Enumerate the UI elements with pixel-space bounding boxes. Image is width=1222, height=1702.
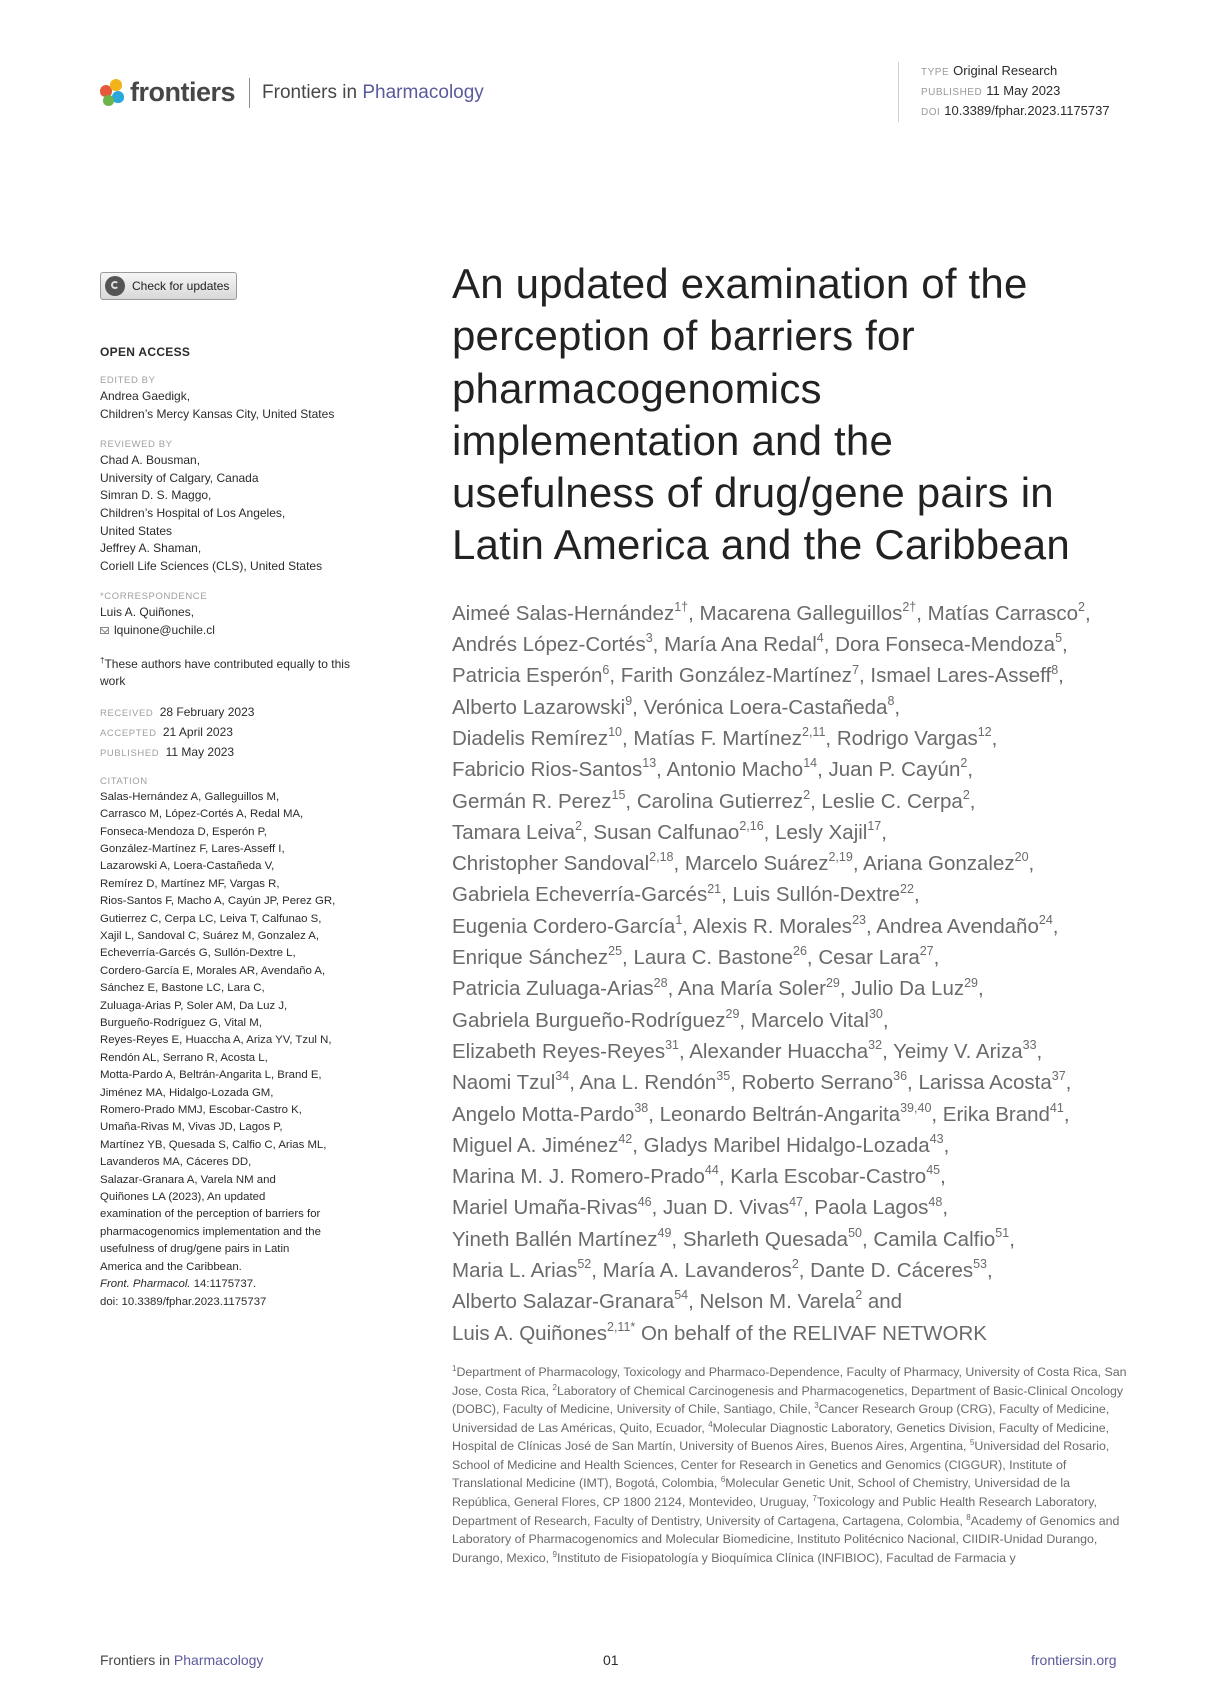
author-name[interactable]: Eugenia Cordero-García — [452, 914, 676, 938]
author-line: Gabriela Burgueño-Rodríguez$^{29}$, Marcelo Vital$^{30}$, — [452, 1006, 889, 1032]
author-name[interactable]: Paola Lagos — [814, 1196, 929, 1220]
journal-title: Frontiers in Pharmacology — [262, 81, 484, 103]
author-line: Patricia Esperón$^6$, Farith González-Martínez$^7$, Ismael Lares-Asseff$^8$, — [452, 662, 1064, 688]
affiliation-ref[interactable]: 29 — [964, 975, 978, 990]
affiliation-ref[interactable]: 43 — [929, 1132, 944, 1146]
edited-by-label: EDITED BY — [100, 375, 156, 386]
author-name[interactable]: Luis A. Quiñones — [452, 1321, 607, 1345]
citation-line: Zuluaga-Arias P, Soler AM, Da Luz J, — [100, 999, 288, 1012]
author-line: Germán R. Perez$^{15}$, Carolina Gutierrez$^2$, Leslie C. Cerpa$^2$, — [452, 787, 976, 813]
author-name[interactable]: Yeimy V. Ariza — [893, 1039, 1023, 1063]
affiliation-ref[interactable]: 7 — [852, 662, 860, 677]
author-name[interactable]: Matías F. Martínez — [633, 726, 802, 750]
citation-line: Umaña-Rivas M, Vivas JD, Lagos P, — [100, 1121, 283, 1134]
author-name[interactable]: Ana L. Rendón — [579, 1071, 717, 1095]
author-name[interactable]: Elizabeth Reyes-Reyes — [452, 1039, 666, 1063]
affiliation-ref[interactable]: 30 — [868, 1006, 883, 1021]
title-line: pharmacogenomics — [452, 364, 822, 412]
title-line: usefulness of drug/gene pairs in — [452, 469, 1054, 517]
author-name[interactable]: Marcelo Vital — [750, 1008, 869, 1032]
citation-line: Jiménez MA, Hidalgo-Lozada GM, — [100, 1086, 274, 1099]
author-name[interactable]: Camila Calfio — [873, 1227, 996, 1251]
publisher-name: frontiers — [130, 77, 236, 107]
affiliation-ref[interactable]: 17 — [867, 819, 882, 834]
author-name[interactable]: Rodrigo Vargas — [836, 726, 978, 750]
author-name[interactable]: Gladys Maribel Hidalgo-Lozada — [643, 1133, 930, 1157]
citation-line: Martínez YB, Quesada S, Calfio C, Arias ML, — [100, 1138, 327, 1151]
affiliation-ref[interactable]: 53 — [973, 1257, 988, 1272]
citation-line: Salas-Hernández A, Galleguillos M, — [100, 790, 280, 803]
author-name[interactable]: Ana María Soler — [677, 977, 826, 1001]
author-name[interactable]: Leslie C. Cerpa — [821, 789, 963, 813]
affiliation-ref[interactable]: 33 — [1022, 1038, 1037, 1053]
affiliation-ref[interactable]: 2,11 — [802, 725, 826, 740]
reviewer-line: Children’s Hospital of Los Angeles, — [100, 505, 286, 520]
author-name[interactable]: Ariana Gonzalez — [863, 852, 1015, 876]
accepted-date: ACCEPTED 21 April 2023 — [100, 724, 233, 739]
affiliation-ref[interactable]: 25 — [608, 944, 623, 959]
citation-label: CITATION — [100, 775, 148, 787]
affiliation-ref[interactable]: 2† — [902, 599, 917, 614]
citation-line: Motta-Pardo A, Beltrán-Angarita L, Brand E, — [100, 1069, 322, 1082]
author-line: Maria L. Arias$^{52}$, María A. Lavanderos$^2$, Dante D. Cáceres$^{53}$, — [452, 1257, 993, 1283]
affiliation-ref[interactable]: 13 — [642, 756, 657, 771]
editor-line: Children’s Mercy Kansas City, United States — [100, 406, 335, 421]
open-access-label: OPEN ACCESS — [100, 345, 191, 359]
affiliation-ref[interactable]: 44 — [704, 1163, 719, 1178]
author-name[interactable]: Angelo Motta-Pardo — [452, 1102, 635, 1126]
affiliation-ref[interactable]: 2 — [962, 787, 970, 802]
author-name[interactable]: Germán R. Perez — [452, 789, 612, 813]
affiliation-ref[interactable]: 46 — [637, 1194, 652, 1209]
author-name[interactable]: Fabricio Rios-Santos — [452, 758, 643, 782]
page-number: 01 — [603, 1652, 619, 1668]
author-line: Marina M. J. Romero-Prado$^{44}$, Karla Escobar-Castro$^{45}$, — [452, 1163, 946, 1189]
published-date: PUBLISHED 11 May 2023 — [100, 744, 235, 759]
citation-line: America and the Caribbean. — [100, 1260, 242, 1273]
affiliation-number: 3 — [814, 1400, 819, 1410]
affiliation-ref[interactable]: 15 — [611, 787, 626, 802]
affiliation-ref[interactable]: 10 — [608, 725, 622, 740]
author-line: Aimeé Salas-Hernández$^{1\dagger}$, Macarena Galleguillos$^{2\dagger}$, Matías Carrasco$^2$, — [452, 599, 1091, 625]
author-name[interactable]: Alberto Lazarowski — [452, 695, 626, 719]
refresh-icon — [105, 276, 125, 296]
author-name[interactable]: Juan P. Cayún — [828, 758, 961, 782]
author-name[interactable]: Leonardo Beltrán-Angarita — [659, 1102, 901, 1126]
affiliation-ref[interactable]: 49 — [657, 1225, 672, 1240]
author-line: Enrique Sánchez$^{25}$, Laura C. Bastone$^{26}$, Cesar Lara$^{27}$, — [452, 944, 940, 970]
reviewer-line: Chad A. Bousman, — [100, 453, 201, 468]
affiliation-ref[interactable]: 47 — [789, 1194, 804, 1209]
affiliation-text: Molecular Diagnostic Laboratory, Genetics Division, Faculty of Medicine, Hospital de Clínicas José de San Martín, University of Buenos Aires, Buenos Aires, Argentina, — [452, 1420, 1110, 1454]
affiliation-number: 2 — [552, 1382, 557, 1392]
author-name[interactable]: Juan D. Vivas — [663, 1196, 790, 1220]
affiliation-text: Academy of Genomics and Laboratory of Pharmacogenomics and Molecular Biomedicine, Instituto Politécnico Nacional, CIIDIR-Unidad Durango, Durango, Mexico, — [452, 1513, 1120, 1565]
check-for-updates-button[interactable]: Check for updates — [100, 272, 237, 300]
affiliation-ref[interactable]: 6 — [602, 662, 610, 677]
title-line: An updated examination of the — [452, 260, 1028, 307]
author-name[interactable]: Yineth Ballén Martínez — [452, 1227, 658, 1251]
affiliation-ref[interactable]: 23 — [852, 912, 866, 927]
author-name[interactable]: Farith González-Martínez — [620, 664, 853, 688]
article-main — [452, 258, 1132, 1567]
affiliation-ref[interactable]: 2,19 — [828, 850, 853, 865]
author-name[interactable]: Antonio Macho — [666, 758, 804, 782]
citation-line: Burgueño-Rodríguez G, Vital M, — [100, 1017, 262, 1029]
citation-line: examination of the perception of barriers for — [100, 1208, 321, 1221]
author-line: Luis A. Quiñones$^{2,11*}$ On behalf of the RELIVAF NETWORK — [452, 1319, 987, 1345]
author-name[interactable]: María A. Lavanderos — [602, 1259, 792, 1283]
author-name[interactable]: Tamara Leiva — [452, 820, 576, 844]
author-name[interactable]: Andrés López-Cortés — [452, 633, 646, 657]
affiliation-ref[interactable]: 2 — [791, 1257, 799, 1272]
citation-line: Gutierrez C, Cerpa LC, Leiva T, Calfunao S, — [100, 912, 322, 925]
author-line: Alberto Salazar-Granara$^{54}$, Nelson M. Varela$^2$ and — [452, 1288, 903, 1314]
affiliation-ref[interactable]: 26 — [793, 944, 807, 959]
article-published: PUBLISHED 11 May 2023 — [921, 83, 1061, 98]
citation-line: Rios-Santos F, Macho A, Cayún JP, Perez GR, — [100, 895, 336, 908]
affiliation-ref[interactable]: 2,16 — [739, 819, 764, 834]
affiliation-ref[interactable]: 36 — [893, 1069, 908, 1084]
citation-line: Quiñones LA (2023), An updated — [100, 1191, 266, 1204]
citation-line: Romero-Prado MMJ, Escobar-Castro K, — [100, 1104, 302, 1117]
author-name[interactable]: Diadelis Remírez — [452, 726, 609, 750]
citation-line: Reyes-Reyes E, Huaccha A, Ariza YV, Tzul N, — [100, 1034, 332, 1047]
frontiers-logo-icon — [100, 79, 126, 107]
affiliation-ref[interactable]: 32 — [868, 1038, 883, 1053]
affiliation-text: Department of Pharmacology, Toxicology and Pharmaco-Dependence, Faculty of Pharmacy, University of Costa Rica, San Jose, Costa Rica, — [452, 1364, 1127, 1398]
author-line: Elizabeth Reyes-Reyes$^{31}$, Alexander Huaccha$^{32}$, Yeimy V. Ariza$^{33}$, — [452, 1038, 1043, 1063]
affiliation-ref[interactable]: 28 — [653, 975, 668, 990]
citation-volume: 14:1175737. — [193, 1278, 257, 1291]
affiliation-ref[interactable]: 35 — [716, 1069, 731, 1084]
received-date: RECEIVED 28 February 2023 — [100, 704, 255, 719]
author-name[interactable]: Gabriela Burgueño-Rodríguez — [452, 1008, 726, 1032]
author-name[interactable]: María Ana Redal — [664, 633, 817, 657]
sidebar — [100, 272, 370, 1311]
affiliation-number: 6 — [720, 1475, 726, 1485]
affiliation-ref[interactable]: 5 — [1055, 631, 1063, 646]
citation-line: Rendón AL, Serrano R, Acosta L, — [100, 1051, 268, 1064]
author-name[interactable]: Erika Brand — [942, 1102, 1050, 1126]
author-name[interactable]: Cesar Lara — [818, 946, 920, 970]
citation-line: Cordero-García E, Morales AR, Avendaño A, — [100, 964, 326, 977]
reviewed-by — [100, 452, 370, 575]
affiliation-ref[interactable]: 12 — [977, 725, 992, 740]
citation-line: Carrasco M, López-Cortés A, Redal MA, — [100, 808, 304, 821]
author-name[interactable]: Patricia Zuluaga-Arias — [452, 977, 654, 1001]
affiliation-ref[interactable]: 29 — [825, 975, 840, 990]
author-name[interactable]: Luis Sullón-Dextre — [732, 883, 901, 907]
reviewer-line: Jeffrey A. Shaman, — [100, 541, 202, 556]
affiliation-number: 1 — [452, 1363, 457, 1373]
author-name[interactable]: Naomi Tzul — [452, 1071, 556, 1095]
author-name[interactable]: Laura C. Bastone — [633, 946, 793, 970]
author-name[interactable]: Dora Fonseca-Mendoza — [835, 633, 1056, 657]
citation-line: González-Martínez F, Lares-Asseff I, — [100, 842, 285, 855]
affiliation-ref[interactable]: 2 — [575, 819, 583, 834]
affiliation-ref[interactable]: 31 — [665, 1038, 679, 1053]
author-name[interactable]: Nelson M. Varela — [699, 1290, 856, 1314]
author-line: Angelo Motta-Pardo$^{38}$, Leonardo Beltrán-Angarita$^{39,40}$, Erika Brand$^{41}$, — [452, 1100, 1070, 1126]
author-line: Naomi Tzul$^{34}$, Ana L. Rendón$^{35}$, Roberto Serrano$^{36}$, Larissa Acosta$^{37}$, — [452, 1069, 1072, 1095]
citation-line: Echeverría-Garcés G, Sullón-Dextre L, — [100, 947, 296, 960]
author-name[interactable]: Gabriela Echeverría-Garcés — [452, 883, 708, 907]
author-line: Gabriela Echeverría-Garcés$^{21}$, Luis Sullón-Dextre$^{22}$, — [452, 881, 920, 907]
affiliation-ref[interactable]: 2 — [960, 756, 968, 771]
author-line: Alberto Lazarowski$^9$, Verónica Loera-Castañeda$^8$, — [452, 693, 901, 719]
affiliation-text: Instituto de Fisiopatología y Bioquímica Clínica (INFIBIOC), Facultad de Farmacia y — [557, 1550, 1016, 1565]
footer-site-link[interactable]: frontiersin.org — [1031, 1652, 1117, 1668]
author-name[interactable]: Dante D. Cáceres — [810, 1259, 974, 1283]
author-name[interactable]: Roberto Serrano — [741, 1071, 894, 1095]
affiliation-ref[interactable]: 1† — [674, 599, 689, 614]
author-name[interactable]: Enrique Sánchez — [452, 946, 609, 970]
affiliation-ref[interactable]: 20 — [1014, 850, 1029, 865]
article-type: TYPE Original Research — [921, 63, 1058, 78]
affiliation-text: Laboratory of Chemical Carcinogenesis and Pharmacogenetics, Department of Basic-Clinical Oncology (DOBC), Faculty of Medicine, University of Chile, Santiago, Chile, — [452, 1383, 1124, 1417]
affiliation-ref[interactable]: 54 — [674, 1288, 689, 1303]
affiliation-ref[interactable]: 39,40 — [900, 1100, 932, 1115]
journal-header — [100, 77, 484, 108]
affiliation-ref[interactable]: 21 — [707, 881, 722, 896]
affiliation-ref[interactable]: 51 — [995, 1225, 1010, 1240]
reviewer-line: Coriell Life Sciences (CLS), United States — [100, 558, 323, 573]
affiliation-number: 4 — [708, 1419, 713, 1429]
citation-journal: Front. Pharmacol. — [100, 1278, 191, 1291]
affiliation-ref[interactable]: 2 — [855, 1288, 863, 1303]
reviewed-by-label: REVIEWED BY — [100, 439, 173, 451]
author-name[interactable]: Alexis R. Morales — [692, 914, 853, 938]
author-name[interactable]: Alexander Huaccha — [689, 1039, 869, 1063]
author-line: Mariel Umaña-Rivas$^{46}$, Juan D. Vivas$^{47}$, Paola Lagos$^{48}$, — [452, 1194, 949, 1220]
affiliation-ref[interactable]: 9 — [625, 693, 633, 708]
affiliation-ref[interactable]: 2 — [803, 787, 811, 802]
author-name[interactable]: Susan Calfunao — [593, 820, 740, 844]
affiliation-ref[interactable]: 50 — [848, 1225, 862, 1240]
author-name[interactable]: Carolina Gutierrez — [636, 789, 804, 813]
title-line: implementation and the — [452, 416, 894, 464]
author-name[interactable]: Larissa Acosta — [918, 1071, 1052, 1095]
author-name[interactable]: Maria L. Arias — [452, 1259, 578, 1283]
affiliation-ref[interactable]: 48 — [928, 1194, 943, 1209]
affiliation-ref[interactable]: 2,11* — [607, 1319, 636, 1334]
author-name[interactable]: Verónica Loera-Castañeda — [643, 695, 888, 719]
reviewer-line: Simran D. S. Maggo, — [100, 488, 212, 503]
author-name[interactable]: Andrea Avendaño — [876, 914, 1039, 938]
editor-line: Andrea Gaedigk, — [100, 389, 191, 403]
affiliation-number: 5 — [969, 1438, 975, 1448]
citation-line: usefulness of drug/gene pairs in Latin — [100, 1243, 290, 1256]
author-name[interactable]: Marina M. J. Romero-Prado — [452, 1165, 705, 1189]
author-line: Tamara Leiva$^2$, Susan Calfunao$^{2,16}$, Lesly Xajil$^{17}$, — [452, 819, 887, 844]
title-line: Latin America and the Caribbean — [452, 521, 1070, 569]
correspondence-email[interactable]: lquinone@uchile.cl — [100, 622, 370, 640]
article-dates — [100, 703, 370, 763]
author-name[interactable]: Christopher Sandoval — [452, 852, 650, 876]
correspondence-name: Luis A. Quiñones, — [100, 605, 195, 620]
citation-line: Xajil L, Sandoval C, Suárez M, Gonzalez A, — [100, 929, 320, 942]
correspondence-label: *CORRESPONDENCE — [100, 591, 208, 603]
citation-line: pharmacogenomics implementation and the — [100, 1225, 321, 1238]
affiliation-number: 8 — [966, 1512, 971, 1522]
affiliation-ref[interactable]: 24 — [1038, 912, 1053, 927]
affiliation-ref[interactable]: 14 — [803, 756, 818, 771]
author-name[interactable]: Alberto Salazar-Granara — [452, 1290, 675, 1314]
affiliation-text: Molecular Genetic Unit, School of Chemistry, Universidad de la República, General Flores, CP 1800 2124, Montevideo, Uruguay, — [452, 1476, 1071, 1510]
affiliation-ref[interactable]: 8 — [1051, 662, 1059, 677]
affiliation-ref[interactable]: 34 — [555, 1069, 570, 1084]
article-meta — [898, 62, 1110, 122]
affiliation-text: Cancer Research Group (CRG), Faculty of Medicine, Universidad de Las Américas, Quito, Ecuador, — [452, 1402, 1110, 1435]
envelope-icon — [100, 627, 109, 634]
author-name[interactable]: Lesly Xajil — [775, 820, 868, 844]
affiliation-ref[interactable]: 2,18 — [649, 850, 674, 865]
affiliation-ref[interactable]: 8 — [887, 693, 895, 708]
reviewer-line: University of Calgary, Canada — [100, 470, 259, 485]
author-line: Diadelis Remírez$^{10}$, Matías F. Martínez$^{2,11}$, Rodrigo Vargas$^{12}$, — [452, 725, 998, 750]
author-name[interactable]: Aimeé Salas-Hernández — [452, 601, 675, 625]
title-line: perception of barriers for — [452, 312, 915, 360]
affiliations — [452, 1363, 1132, 1568]
author-name[interactable]: Matías Carrasco — [927, 601, 1079, 625]
header-divider — [249, 78, 250, 108]
affiliation-ref[interactable]: 2 — [1078, 599, 1085, 614]
affiliation-text: Universidad del Rosario, School of Medicine and Health Sciences, Center for Research in Genetics and Genomics (CIGGUR), Institute of Translational Medicine (IMT), Bogotá, Colombia, — [452, 1439, 1110, 1491]
affiliation-text: Toxicology and Public Health Research Laboratory, Department of Research, Faculty of Dentistry, University of Cartagena, Cartagena, Colombia, — [452, 1495, 1097, 1528]
citation-line: Remírez D, Martínez MF, Vargas R, — [100, 877, 280, 890]
affiliation-ref[interactable]: 4 — [816, 631, 824, 646]
citation-doi[interactable]: doi: 10.3389/fphar.2023.1175737 — [100, 1295, 267, 1308]
citation-line: Sánchez E, Bastone LC, Lara C, — [100, 982, 265, 995]
author-name[interactable]: Miguel A. Jiménez — [452, 1133, 619, 1157]
affiliation-ref[interactable]: 38 — [634, 1100, 649, 1115]
affiliation-ref[interactable]: 3 — [645, 631, 653, 646]
author-name[interactable]: Sharleth Quesada — [682, 1227, 849, 1251]
author-name[interactable]: Ismael Lares-Asseff — [870, 664, 1052, 688]
author-name[interactable]: Karla Escobar-Castro — [730, 1165, 927, 1189]
affiliation-ref[interactable]: 37 — [1051, 1069, 1066, 1084]
equal-contribution-note: †These authors have contributed equally to this work — [100, 655, 350, 689]
citation — [100, 789, 370, 1311]
citation-line: Lazarowski A, Loera-Castañeda V, — [100, 860, 275, 873]
author-name[interactable]: Mariel Umaña-Rivas — [452, 1196, 638, 1220]
affiliation-ref[interactable]: 29 — [725, 1006, 740, 1021]
author-line: Christopher Sandoval$^{2,18}$, Marcelo Suárez$^{2,19}$, Ariana Gonzalez$^{20}$, — [452, 850, 1035, 876]
author-line: Eugenia Cordero-García$^1$, Alexis R. Morales$^{23}$, Andrea Avendaño$^{24}$, — [452, 912, 1059, 938]
affiliation-ref[interactable]: 27 — [919, 944, 934, 959]
edited-by — [100, 388, 370, 423]
affiliation-ref[interactable]: 1 — [675, 912, 683, 927]
author-line: Fabricio Rios-Santos$^{13}$, Antonio Macho$^{14}$, Juan P. Cayún$^2$, — [452, 756, 974, 782]
citation-line: Lavanderos MA, Cáceres DD, — [100, 1156, 252, 1169]
affiliation-ref[interactable]: 45 — [926, 1163, 941, 1178]
article-title — [452, 258, 1132, 572]
author-list — [452, 598, 1132, 1349]
author-line: Miguel A. Jiménez$^{42}$, Gladys Maribel Hidalgo-Lozada$^{43}$, — [452, 1132, 950, 1157]
author-line: Andrés López-Cortés$^3$, María Ana Redal$^4$, Dora Fonseca-Mendoza$^5$, — [452, 631, 1068, 657]
author-name[interactable]: Patricia Esperón — [452, 664, 603, 688]
footer-journal: Frontiers in Pharmacology — [100, 1652, 264, 1668]
affiliation-number: 9 — [552, 1549, 557, 1559]
author-line: Patricia Zuluaga-Arias$^{28}$, Ana María Soler$^{29}$, Julio Da Luz$^{29}$, — [452, 975, 984, 1001]
author-name[interactable]: Marcelo Suárez — [684, 852, 829, 876]
author-name[interactable]: Macarena Galleguillos — [699, 601, 903, 625]
author-line: Yineth Ballén Martínez$^{49}$, Sharleth Quesada$^{50}$, Camila Calfio$^{51}$, — [452, 1225, 1015, 1251]
affiliation-ref[interactable]: 42 — [618, 1132, 633, 1146]
author-name[interactable]: Julio Da Luz — [851, 977, 965, 1001]
citation-line: Fonseca-Mendoza D, Esperón P, — [100, 825, 267, 838]
reviewer-line: United States — [100, 523, 173, 538]
affiliation-ref[interactable]: 22 — [900, 881, 914, 896]
affiliation-ref[interactable]: 41 — [1049, 1100, 1064, 1115]
affiliation-ref[interactable]: 52 — [577, 1257, 592, 1272]
citation-line: Salazar-Granara A, Varela NM and — [100, 1173, 276, 1186]
affiliation-number: 7 — [812, 1493, 817, 1503]
article-doi[interactable]: DOI 10.3389/fphar.2023.1175737 — [921, 103, 1110, 118]
